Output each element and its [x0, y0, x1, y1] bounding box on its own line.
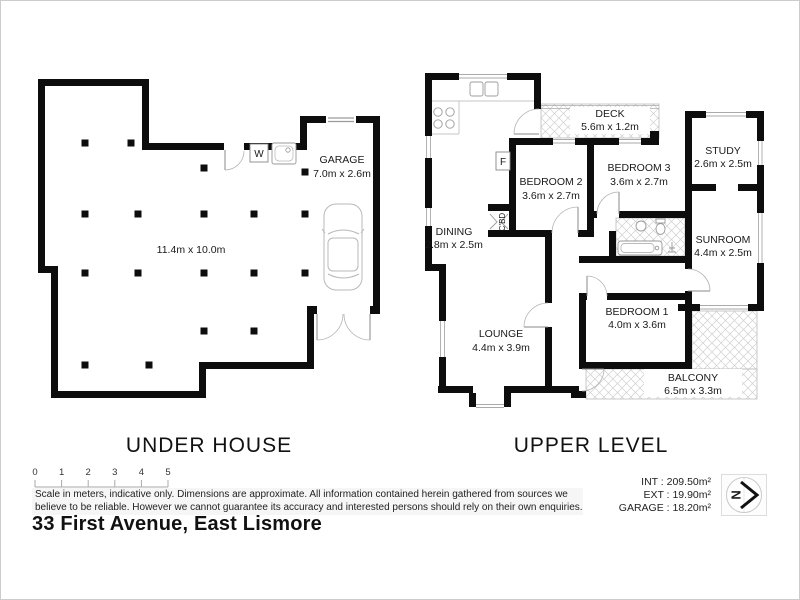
- under-house-door: [225, 150, 244, 170]
- stove-burner: [446, 120, 454, 128]
- balcony-name: BALCONY: [667, 372, 719, 384]
- scale-tick-1: 1: [58, 467, 65, 478]
- lounge-dims: 4.4m x 3.9m: [472, 342, 530, 354]
- cupboard-label: C'BD: [498, 212, 507, 232]
- basin: [636, 221, 646, 231]
- bathtub-inner: [621, 244, 654, 253]
- disclaimer-line2: believe to be reliable. However we cannot guarantee its accuracy and interested persons should rely on their own enquiries.: [35, 501, 583, 513]
- disclaimer-text: [32, 488, 583, 515]
- toilet-cistern: [656, 219, 665, 223]
- upper-level-title: UPPER LEVEL: [513, 434, 669, 457]
- under-house-dims: 11.4m x 10.0m: [156, 244, 226, 256]
- scale-tick-0: 0: [32, 467, 38, 478]
- sunroom-name: SUNROOM: [695, 234, 751, 246]
- study-name: STUDY: [705, 145, 741, 157]
- scale-tick-4: 4: [138, 467, 145, 478]
- property-address: 33 First Avenue, East Lismore: [32, 513, 322, 535]
- area-int: INT : 209.50m²: [641, 476, 711, 488]
- scale-ruler: [35, 480, 168, 487]
- under-house-walls: [38, 79, 380, 398]
- bedroom3-name: BEDROOM 3: [607, 162, 671, 174]
- dining-name: DINING: [435, 226, 473, 238]
- bedroom2-name: BEDROOM 2: [519, 176, 583, 188]
- toilet-bowl: [656, 224, 665, 235]
- stove-burner: [434, 108, 442, 116]
- compass-north-letter: N: [728, 490, 744, 500]
- garage-dims: 7.0m x 2.6m: [313, 168, 371, 180]
- under-house-plan: [38, 79, 380, 457]
- disclaimer-line1: Scale in meters, indicative only. Dimensions are approximate. All information contained herein gathered from sources we: [35, 489, 568, 500]
- bedroom2-dims: 3.6m x 2.7m: [522, 190, 580, 202]
- under-house-title: UNDER HOUSE: [125, 434, 293, 457]
- scale-tick-5: 5: [165, 467, 171, 478]
- fridge: [496, 152, 510, 170]
- washer-label: W: [254, 149, 264, 160]
- sink-bowl: [485, 82, 498, 96]
- sunroom-dims: 4.4m x 2.5m: [694, 247, 752, 259]
- sink-bowl: [470, 82, 483, 96]
- garage-door-lines: [328, 118, 354, 122]
- dining-dims: 2.8m x 2.5m: [425, 239, 483, 251]
- lounge-name: LOUNGE: [478, 328, 524, 340]
- laundry-tub: [272, 143, 296, 164]
- bedroom3-dims: 3.6m x 2.7m: [610, 176, 668, 188]
- area-summary: [541, 476, 711, 515]
- bath-drain: [655, 246, 659, 250]
- car: [322, 204, 364, 290]
- balcony-upper-floor: [692, 311, 757, 369]
- washing-machine: [250, 144, 268, 162]
- area-garage: GARAGE : 18.20m²: [618, 502, 711, 514]
- floorplans-drawing: [1, 1, 800, 461]
- balcony-dims: 6.5m x 3.3m: [664, 385, 722, 397]
- study-dims: 2.6m x 2.5m: [694, 158, 752, 170]
- stove-burner: [446, 108, 454, 116]
- upper-level-plan: [425, 73, 764, 457]
- kitchen-fixtures: [432, 82, 534, 134]
- fridge-label: F: [499, 157, 507, 168]
- garage-double-doors: [317, 314, 370, 340]
- scale-bar: [25, 463, 195, 491]
- stove-burner: [434, 120, 442, 128]
- area-ext: EXT : 19.90m²: [643, 489, 711, 501]
- north-compass: [721, 474, 767, 516]
- deck-dims: 5.6m x 1.2m: [581, 121, 639, 133]
- garage-name: GARAGE: [319, 154, 365, 166]
- bedroom1-name: BEDROOM 1: [605, 306, 669, 318]
- scale-tick-2: 2: [85, 467, 91, 478]
- bedroom1-dims: 4.0m x 3.6m: [608, 319, 666, 331]
- scale-tick-3: 3: [112, 467, 118, 478]
- deck-name: DECK: [595, 108, 625, 120]
